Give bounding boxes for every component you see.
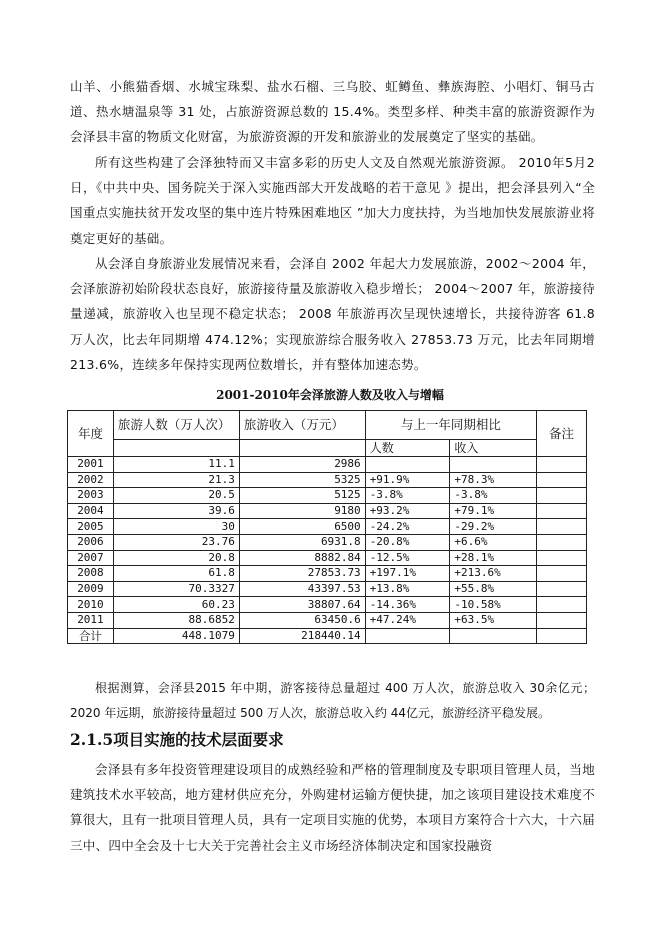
cell-income-change	[450, 457, 537, 473]
tourism-stats-table	[67, 410, 587, 644]
cell-visitors: 20.5	[113, 488, 239, 504]
cell-income: 27853.73	[239, 566, 365, 582]
cell-year: 2006	[68, 534, 114, 550]
cell-year: 2003	[68, 488, 114, 504]
cell-notes	[537, 612, 587, 628]
cell-visitor-change: +13.8%	[365, 581, 450, 597]
header-sub-income: 收入	[450, 440, 537, 457]
total-empty-3	[537, 628, 587, 644]
total-visitors: 448.1079	[113, 628, 239, 644]
cell-visitors: 60.23	[113, 597, 239, 613]
table-row	[68, 457, 587, 473]
table-row	[68, 534, 587, 550]
cell-income: 5325	[239, 472, 365, 488]
cell-year: 2005	[68, 519, 114, 535]
header-compare: 与上一年同期相比	[365, 411, 536, 440]
cell-income: 8882.84	[239, 550, 365, 566]
header-visitors: 旅游人数（万人次）	[113, 411, 239, 440]
cell-income: 63450.6	[239, 612, 365, 628]
table-row	[68, 488, 587, 504]
header-income: 旅游收入（万元）	[239, 411, 365, 440]
cell-year: 2004	[68, 503, 114, 519]
cell-visitors: 21.3	[113, 472, 239, 488]
table-row	[68, 519, 587, 535]
header-notes: 备注	[537, 411, 587, 457]
cell-notes	[537, 472, 587, 488]
header-income-sub	[239, 440, 365, 457]
paragraph-policy-support: 所有这些构建了会泽独特而又丰富多彩的历史人文及自然观光旅游资源。 2010年5月2日，《中共中央、国务院关于深入实施西部大开发战略的若干意见 》提出，把会泽县列入“全国重点实施扶贫开发攻坚的集中连片特殊困难地区 ”加大力度扶持，为当地加快发展旅游业将奠定更好的基础。	[70, 155, 595, 246]
cell-visitor-change: -20.8%	[365, 534, 450, 550]
cell-notes	[537, 566, 587, 582]
cell-income: 6500	[239, 519, 365, 535]
cell-income-change: -29.2%	[450, 519, 537, 535]
paragraph-development-status: 从会泽自身旅游业发展情况来看，会泽自 2002 年起大力发展旅游，2002～2004 年，会泽旅游初始阶段状态良好，旅游接待量及旅游收入稳步增长； 2004～2007 年，旅游接待量递减，旅游收入也呈现不稳定状态； 2008 年旅游再次呈现快速增长，共接待游客 61.8 万人次，比去年同期增 474.12%；实现旅游综合服务收入 27853.73 万元，比去年同期增 213.6%，连续多年保持实现两位数增长，并有整体加速态势。	[70, 256, 595, 372]
cell-notes	[537, 457, 587, 473]
cell-income-change: +78.3%	[450, 472, 537, 488]
cell-year: 2002	[68, 472, 114, 488]
header-year: 年度	[68, 411, 114, 457]
cell-visitor-change	[365, 457, 450, 473]
table-row	[68, 612, 587, 628]
total-income: 218440.14	[239, 628, 365, 644]
table-row	[68, 581, 587, 597]
table-row	[68, 597, 587, 613]
cell-notes	[537, 488, 587, 504]
cell-visitor-change: -14.36%	[365, 597, 450, 613]
cell-visitors: 11.1	[113, 457, 239, 473]
total-empty-2	[450, 628, 537, 644]
cell-visitor-change: -24.2%	[365, 519, 450, 535]
table-row	[68, 503, 587, 519]
cell-income: 43397.53	[239, 581, 365, 597]
cell-visitor-change: +47.24%	[365, 612, 450, 628]
table-row	[68, 550, 587, 566]
cell-visitor-change: +197.1%	[365, 566, 450, 582]
table-row	[68, 566, 587, 582]
cell-visitors: 61.8	[113, 566, 239, 582]
cell-income-change: +55.8%	[450, 581, 537, 597]
cell-income: 38807.64	[239, 597, 365, 613]
cell-income: 5125	[239, 488, 365, 504]
cell-income-change: +63.5%	[450, 612, 537, 628]
paragraph-projection: 根据测算，会泽县2015 年中期，游客接待总量超过 400 万人次，旅游总收入 30余亿元；2020 年远期，旅游接待量超过 500 万人次，旅游总收入约 44亿元，旅游经济平稳发展。	[70, 681, 595, 720]
paragraph-technical-requirements: 会泽县有多年投资管理建设项目的成熟经验和严格的管理制度及专职项目管理人员，当地建筑技术水平较高，地方建材供应充分，外购建材运输方便快捷，加之该项目建设技术难度不算很大，且有一批项目管理人员，具有一定项目实施的优势，本项目方案符合十六大，十六届三中、四中全会及十七大关于完善社会主义市场经济体制决定和国家投融资	[70, 762, 595, 853]
cell-visitor-change: +91.9%	[365, 472, 450, 488]
cell-visitors: 30	[113, 519, 239, 535]
cell-visitors: 70.3327	[113, 581, 239, 597]
cell-income: 9180	[239, 503, 365, 519]
cell-income: 6931.8	[239, 534, 365, 550]
cell-year: 2008	[68, 566, 114, 582]
cell-year: 2001	[68, 457, 114, 473]
cell-visitors: 23.76	[113, 534, 239, 550]
cell-year: 2010	[68, 597, 114, 613]
cell-visitor-change: -12.5%	[365, 550, 450, 566]
cell-income-change: -3.8%	[450, 488, 537, 504]
cell-income-change: +79.1%	[450, 503, 537, 519]
table-row	[68, 472, 587, 488]
table-body	[68, 457, 587, 629]
cell-notes	[537, 519, 587, 535]
cell-income: 2986	[239, 457, 365, 473]
cell-notes	[537, 597, 587, 613]
section-heading: 2.1.5项目实施的技术层面要求	[70, 730, 284, 749]
cell-income-change: +213.6%	[450, 566, 537, 582]
cell-income-change: +28.1%	[450, 550, 537, 566]
cell-visitor-change: -3.8%	[365, 488, 450, 504]
cell-visitors: 20.8	[113, 550, 239, 566]
total-label: 合计	[68, 628, 114, 644]
cell-income-change: +6.6%	[450, 534, 537, 550]
cell-notes	[537, 503, 587, 519]
cell-year: 2007	[68, 550, 114, 566]
total-empty-1	[365, 628, 450, 644]
cell-notes	[537, 550, 587, 566]
cell-visitors: 39.6	[113, 503, 239, 519]
table-title: 2001-2010年会泽旅游人数及收入与增幅	[216, 388, 444, 402]
cell-notes	[537, 581, 587, 597]
cell-year: 2011	[68, 612, 114, 628]
paragraph-tourism-resources: 山羊、小熊猫香烟、水城宝珠梨、盐水石榴、三乌胶、虹鳟鱼、彝族海腔、小唱灯、铜马古道、热水塘温泉等 31 处，占旅游资源总数的 15.4%。类型多样、种类丰富的旅游资源作为会泽县丰富的物质文化财富，为旅游资源的开发和旅游业的发展奠定了坚实的基础。	[70, 79, 595, 145]
cell-year: 2009	[68, 581, 114, 597]
cell-notes	[537, 534, 587, 550]
header-sub-visitors: 人数	[365, 440, 450, 457]
cell-visitor-change: +93.2%	[365, 503, 450, 519]
header-visitors-sub	[113, 440, 239, 457]
cell-income-change: -10.58%	[450, 597, 537, 613]
cell-visitors: 88.6852	[113, 612, 239, 628]
